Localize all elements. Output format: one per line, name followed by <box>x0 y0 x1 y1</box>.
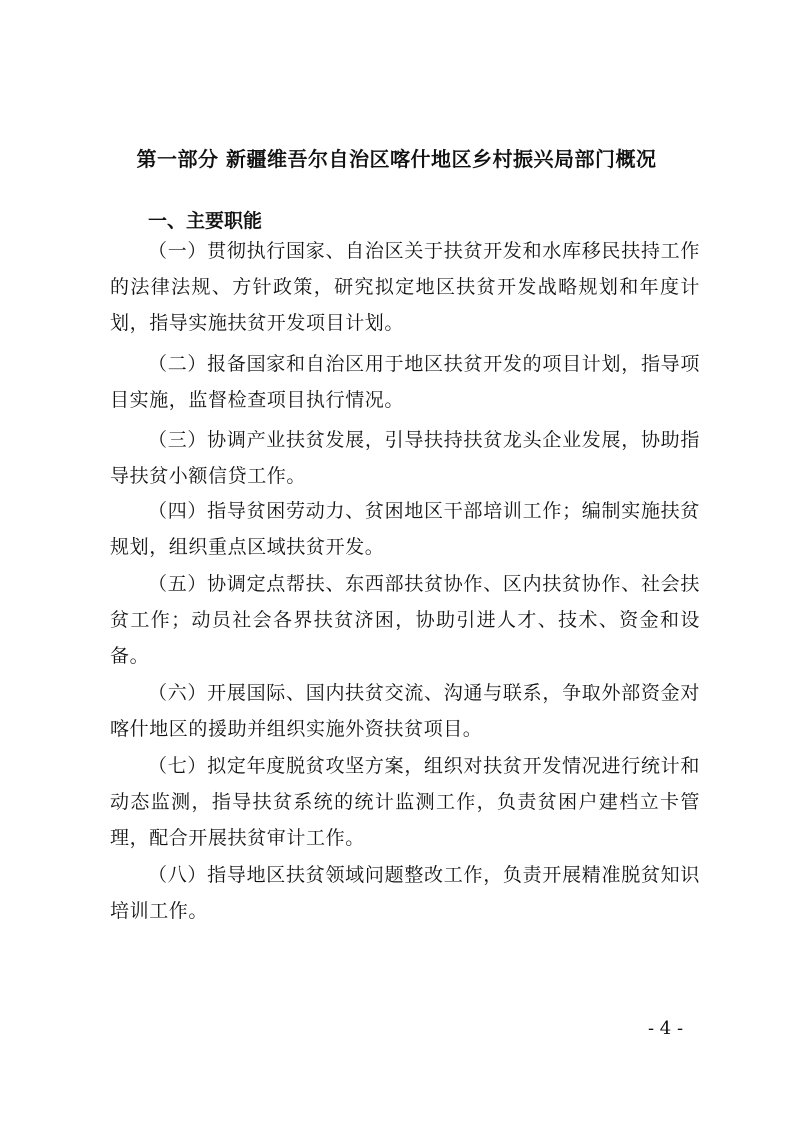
paragraph-2: （二）报备国家和自治区用于地区扶贫开发的项目计划，指导项目实施，监督检查项目执行情况。 <box>110 353 700 411</box>
paragraph-8: （八）指导地区扶贫领域问题整改工作，负责开展精准脱贫知识培训工作。 <box>110 864 700 922</box>
page-title: 第一部分 新疆维吾尔自治区喀什地区乡村振兴局部门概况 <box>136 147 657 171</box>
paragraph-7: （七）拟定年度脱贫攻坚方案，组织对扶贫开发情况进行统计和动态监测，指导扶贫系统的统计监测工作，负责贫困户建档立卡管理，配合开展扶贫审计工作。 <box>110 755 700 849</box>
paragraph-5: （五）协调定点帮扶、东西部扶贫协作、区内扶贫协作、社会扶贫工作；动员社会各界扶贫济困，协助引进人才、技术、资金和设备。 <box>110 573 700 667</box>
paragraph-4: （四）指导贫困劳动力、贫困地区干部培训工作；编制实施扶贫规划，组织重点区域扶贫开发。 <box>110 500 700 558</box>
paragraph-3: （三）协调产业扶贫发展，引导扶持扶贫龙头企业发展，协助指导扶贫小额信贷工作。 <box>110 429 700 487</box>
section-heading: 一、主要职能 <box>148 210 263 232</box>
paragraph-1: （一）贯彻执行国家、自治区关于扶贫开发和水库移民扶持工作的法律法规、方针政策，研究拟定地区扶贫开发战略规划和年度计划，指导实施扶贫开发项目计划。 <box>110 240 700 334</box>
page-number: - 4 - <box>648 1018 684 1039</box>
paragraph-6: （六）开展国际、国内扶贫交流、沟通与联系，争取外部资金对喀什地区的援助并组织实施外资扶贫项目。 <box>110 682 700 740</box>
